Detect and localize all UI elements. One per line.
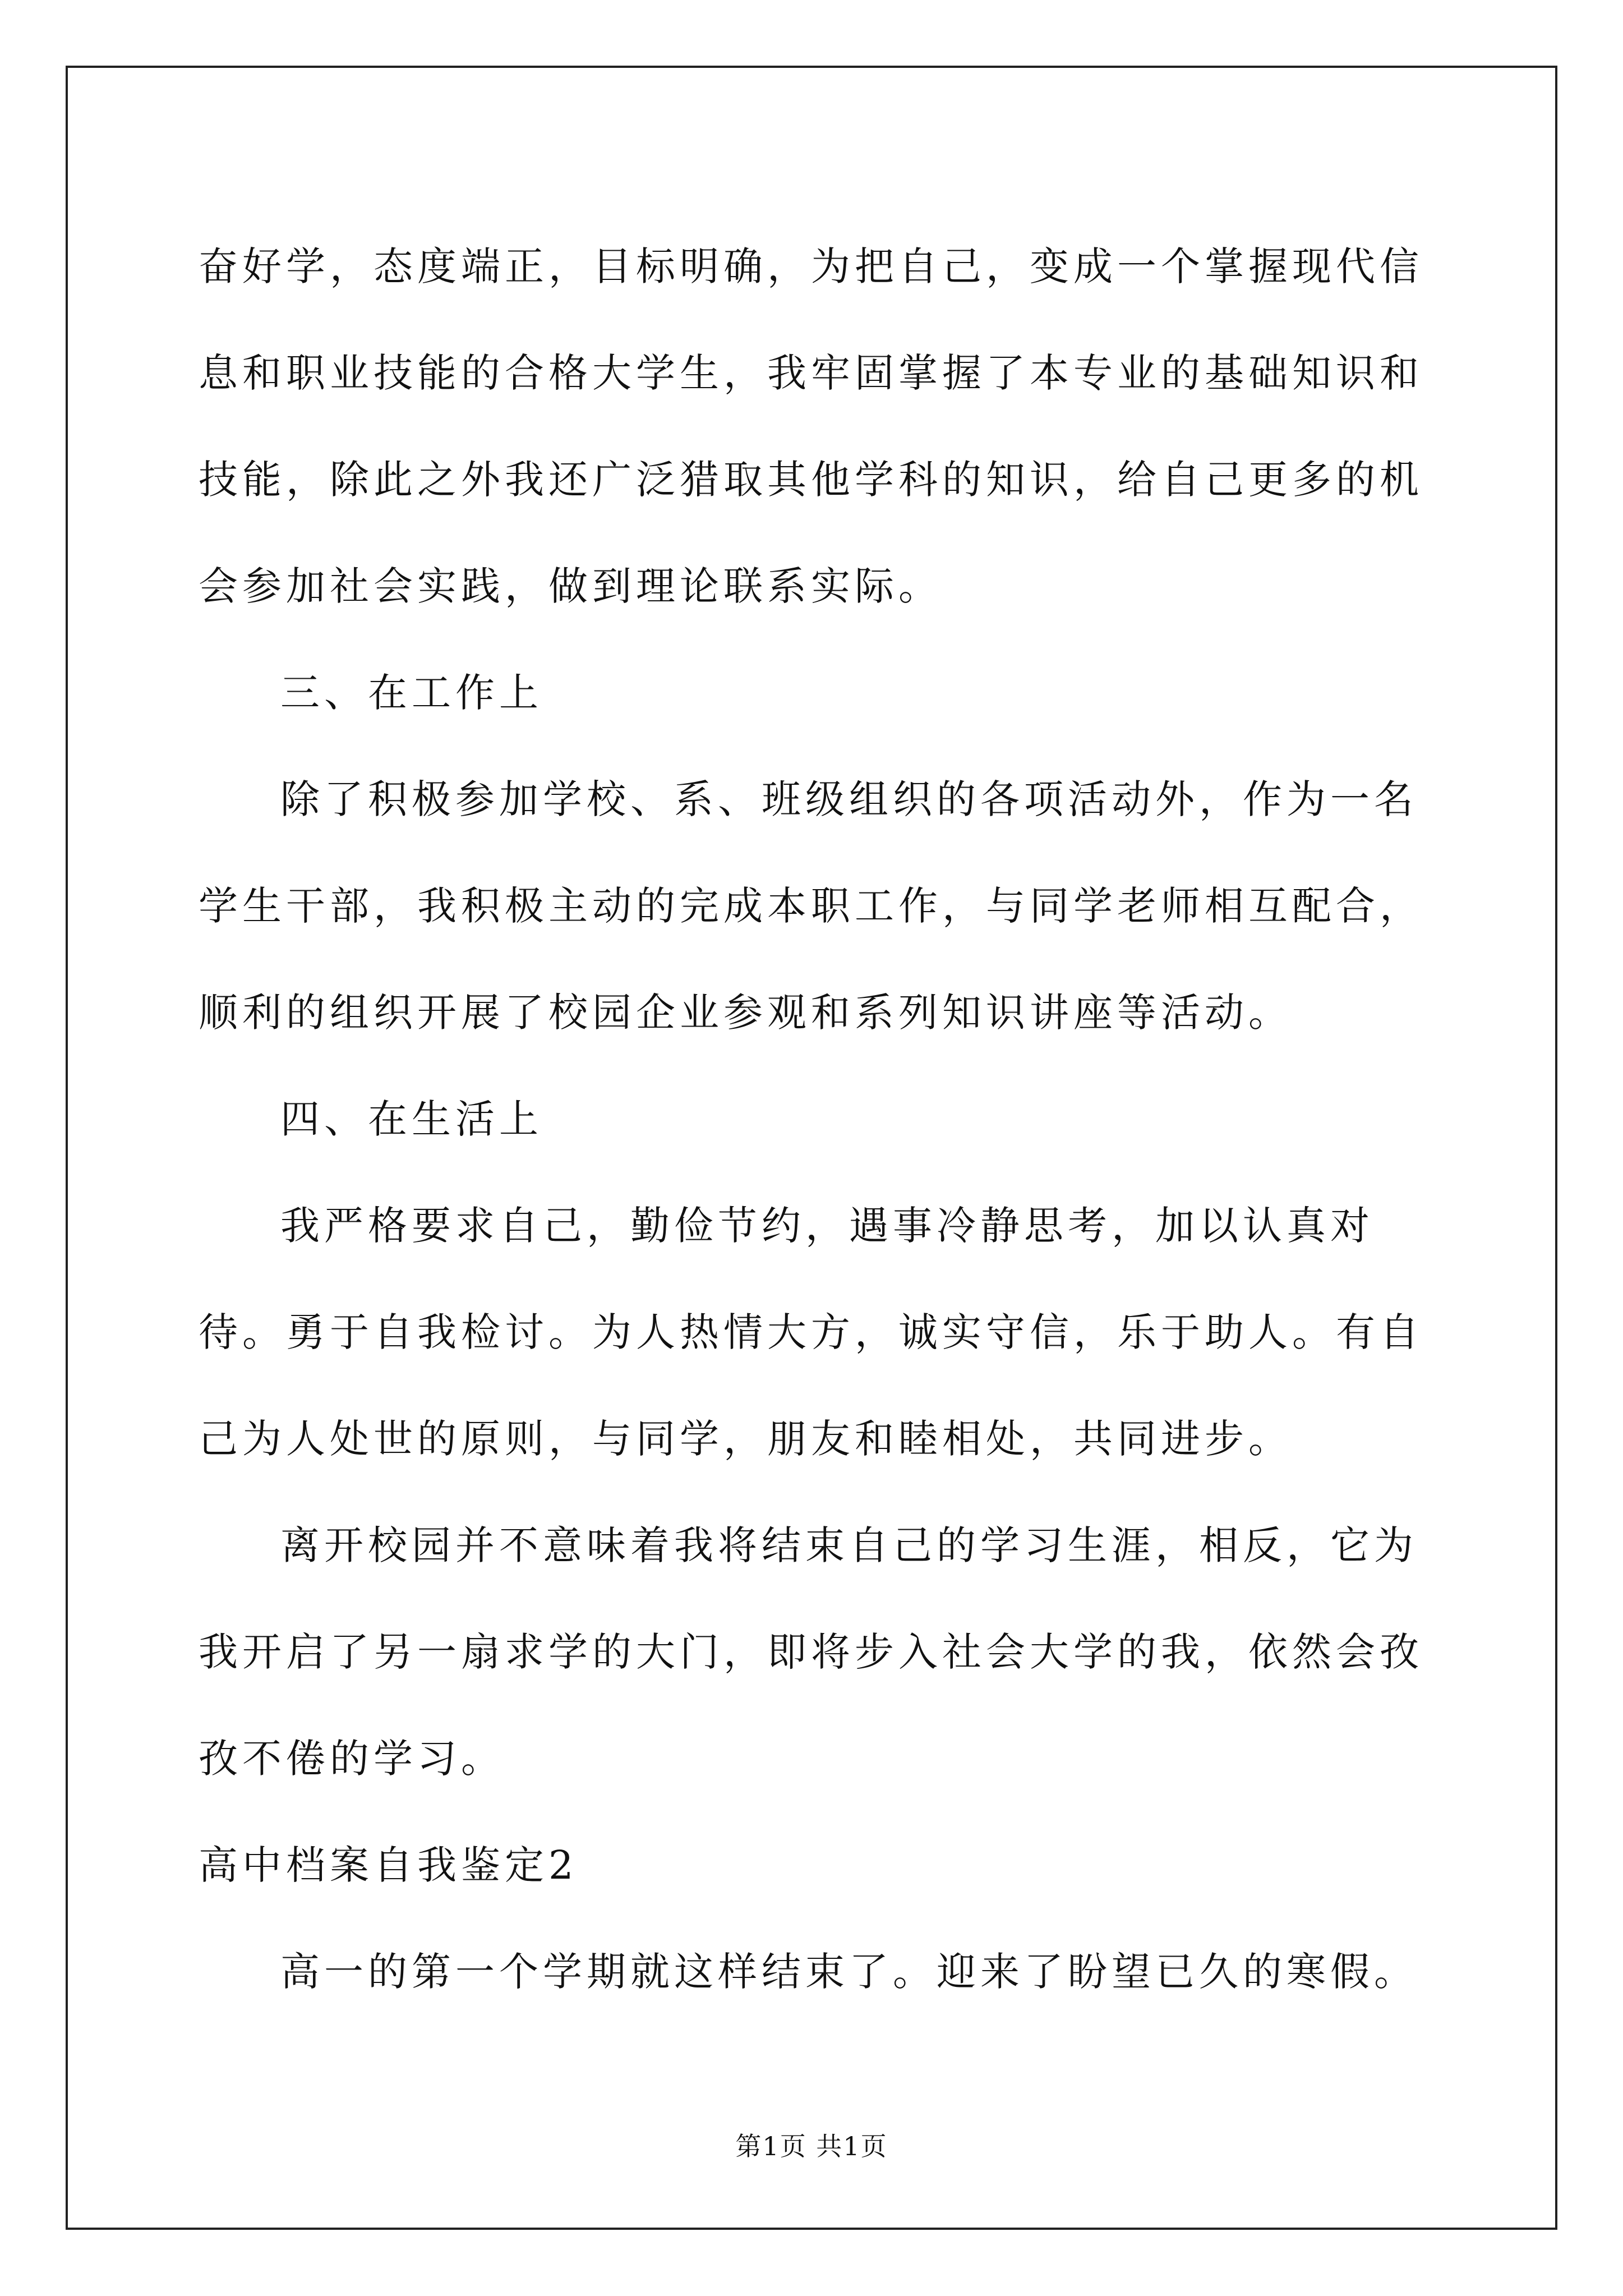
- document-body: [199, 213, 1427, 2025]
- page-footer: 第1页 共1页: [735, 2131, 888, 2161]
- section-heading-work: 三、在工作上: [280, 670, 543, 716]
- paragraph-work: 除了积极参加学校、系、班级组织的各项活动外，作为一名学生干部，我积极主动的完成本职工作，与同学老师相互配合，顺利的组织开展了校园企业参观和系列知识讲座等活动。: [199, 776, 1423, 1036]
- paragraph-continuation: 奋好学，态度端正，目标明确，为把自己，变成一个掌握现代信息和职业技能的合格大学生，我牢固掌握了本专业的基础知识和技能，除此之外我还广泛猎取其他学科的知识，给自己更多的机会参加社会实践，做到理论联系实际。: [199, 243, 1423, 609]
- section-heading-life: 四、在生活上: [280, 1096, 543, 1142]
- paragraph-intro: 高一的第一个学期就这样结束了。迎来了盼望已久的寒假。: [280, 1949, 1418, 1995]
- document-title: 高中档案自我鉴定2: [199, 1842, 578, 1888]
- paragraph-life: 我严格要求自己，勤俭节约，遇事冷静思考，加以认真对待。勇于自我检讨。为人热情大方，诚实守信，乐于助人。有自己为人处世的原则，与同学，朋友和睦相处，共同进步。: [199, 1203, 1423, 1462]
- paragraph-conclusion: 离开校园并不意味着我将结束自己的学习生涯，相反，它为我开启了另一扇求学的大门，即将步入社会大学的我，依然会孜孜不倦的学习。: [199, 1522, 1423, 1782]
